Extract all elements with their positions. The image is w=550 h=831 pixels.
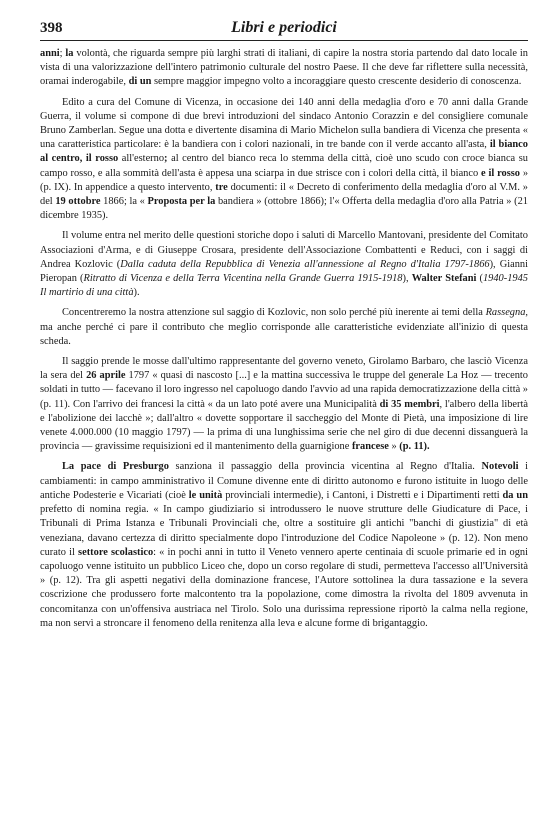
text-run: ; (59, 48, 66, 59)
text-run: tre (215, 181, 228, 193)
text-run: e il rosso (481, 167, 520, 179)
page-number: 398 (40, 20, 63, 36)
text-run: La pace (62, 461, 101, 473)
text-run: da un (502, 489, 528, 501)
text-run: prefetto di nomina regia. « In campo giudiziario si introdussero le nuove strutture delle Giudicature di Pace, i Tribunali di Prima Istanza e Tribunali Provinciali che, oltre a sostituire gli antichi "banchi di giustizia" di età veneziana, davano certezza di diritto specialmente dopo l'introduzione del Codice Napoleone » (p. 12). Non meno curato il (40, 504, 528, 558)
text-run: provinciali intermedie), i Cantoni, i Distretti e i Dipartimenti retti (222, 489, 503, 501)
text-run: ( (476, 273, 483, 285)
text-run: 1866; la « (100, 196, 148, 208)
text-run: , l'albero della libertà e l'abolizione dei lacchè »; dall'altro « dovette sopportare il saccheggio del Monte di Pietà, una imposizione di lire venete 4.000.000 (10 maggio 1797) — la prima di una lunghissima serie che nel giro di due decenni dissanguerà la provincia — gravissime requisizioni ed il mantenimento della guarnigione (40, 398, 529, 453)
page (40, 18, 528, 637)
text-run: Il saggio prende le mosse dall'ultimo rappresentante del governo veneto, Girolamo Barbaro, che lasciò Vicenza la sera del (40, 356, 528, 382)
text-run: il bianco al centro, il rosso (40, 139, 528, 165)
text-run: le unità (188, 489, 223, 501)
text-run: di 35 membri (379, 398, 440, 410)
text-run: 26 aprile (86, 370, 126, 382)
text-run: al centro del bianco reca lo stemma della città, cioè uno scudo con croce bianca su campo rosso, e alla sommità dell'asta è appesa una sciarpa in due strisce con i colori della città, il bianco (40, 153, 528, 179)
text-run: ), (402, 273, 412, 285)
running-head (40, 18, 528, 41)
paragraph (40, 96, 528, 224)
text-run: bandiera » (ottobre 1866); l'« Offerta della medaglia d'oro alla Patria » (21 dicembre 1935). (40, 196, 528, 222)
text-run: sanziona il passaggio della provincia vicentina al Regno d'Italia. (168, 461, 482, 473)
text-run: » (388, 441, 400, 453)
text-run: , ma anche perché ci pare il contributo che meglio corrisponde alle caratteristiche evidenziate all'inizio di questa scheda. (40, 307, 528, 347)
text-run: sempre maggior impegno volto a incoraggiare questo crescente desiderio di conoscenza. (151, 76, 522, 88)
text-run: di Presburgo (107, 461, 169, 473)
text-run: ). (133, 287, 140, 299)
text-run: Concentreremo la nostra attenzione sul saggio di Kozlovic, non solo perché più inerente ai temi della (62, 307, 486, 319)
text-run: 19 ottobre (55, 196, 101, 208)
text-run: 1940-1945 Il martirio di una città (40, 273, 528, 299)
text-run: Rassegna (485, 307, 526, 319)
text-run: Il volume entra nel merito delle questioni storiche dopo i saluti di Marcello Mantovani, presidente del Comitato Associazioni d'Arma, e di Giuseppe Crosara, presidente dell'Associazione Combattenti e Reduci, con i saggi di Andrea Kozlovic ( (40, 230, 528, 270)
text-run: francese (351, 441, 389, 453)
text-run: anni (40, 48, 60, 59)
text-run: di un (128, 76, 152, 88)
paragraph (40, 306, 528, 349)
text-run: Dalla caduta della Repubblica di Venezia all'annessione al Regno d'Italia 1797-1866 (120, 258, 490, 270)
text-run: i cambiamenti: in campo amministrativo il Comune divenne ente di diritto autonomo e furono istituite in luogo delle antiche Podesterie e Vicariati (cioè (40, 461, 528, 501)
text-run (101, 461, 108, 472)
text-run: la (65, 48, 74, 59)
text-run: settore scolastico (78, 546, 154, 558)
running-title: Libri e periodici (231, 19, 337, 36)
text-run: all'esterno (118, 153, 165, 165)
text-run: Walter Stefani (411, 273, 477, 285)
text-run: » (p. IX). In appendice a questo intervento, (40, 167, 529, 193)
text-run: Ritratto di Vicenza e della Terra Vicentina nella Grande Guerra 1915-1918 (83, 273, 403, 285)
paragraph (40, 229, 528, 300)
text-run: : « in pochi anni in tutto il Veneto vennero aperte centinaia di scuole primarie ed in ogni capoluogo venne istituito un pubblico Liceo che, dopo un corso regolare di studi, permetteva l'accesso all'Università » (p. 12). Tra gli aspetti negativi della dominazione francese, l'Autore sottolinea la dura tassazione e la severa coscrizione che produssero forte malcontento tra la popolazione, come dimostra la rivolta del 1809 avvenuta in concomitanza con un'offensiva austriaca nel Tirolo. Solo una durissima repressione riportò la calma nella regione, ma non servì a stroncare il fenomeno della renitenza alla leva e alcune forme di brigantaggio. (40, 546, 528, 629)
text-run: Notevoli (481, 461, 519, 473)
text-run: ), Gianni Pieropan ( (40, 258, 528, 285)
paragraph (40, 460, 528, 630)
text-run: documenti: il « Decreto di conferimento della medaglia d'oro al V.M. » del (40, 181, 528, 208)
text-run: volontà, che riguarda sempre più larghi strati di italiani, di capire la nostra storia partendo dal dato locale in vista di una valorizzazione dell'intero patrimonio culturale del nostro Paese. Il che deve far riflettere sulla necessità, oramai inderogabile, (40, 48, 528, 88)
text-run: 1797 « quasi di nascosto [...] e la mattina successiva le truppe del generale La Hoz — trecento soldati in tutto — facevano il loro ingresso nel capoluogo dando l'avvio ad una rapida democratizzazione della città » (p. 11). Con l'arrivo dei francesi la città « da un lato poté avere una Municipalità (40, 370, 528, 410)
body-text (40, 47, 528, 631)
text-run: (p. 11). (399, 441, 430, 453)
paragraph (40, 47, 528, 90)
paragraph (40, 355, 528, 454)
text-run: Proposta per la (147, 196, 216, 208)
text-run: ; (164, 153, 168, 165)
text-run: Edito a cura del Comune di Vicenza, in occasione dei 140 anni della medaglia d'oro e 70 anni dalla Grande Guerra, il volume si compone di due brevi introduzioni del sindaco Antonio Corazzin e del consigliere comunale Bruno Zamberlan. Segue una dotta e divertente disamina di Mario Michelon sulla bandiera di Vicenza che presenta « una caratteristica particolare: è la bandiera con i colori nazionali, in tre bande con il verde accanto all'asta, (40, 96, 528, 151)
